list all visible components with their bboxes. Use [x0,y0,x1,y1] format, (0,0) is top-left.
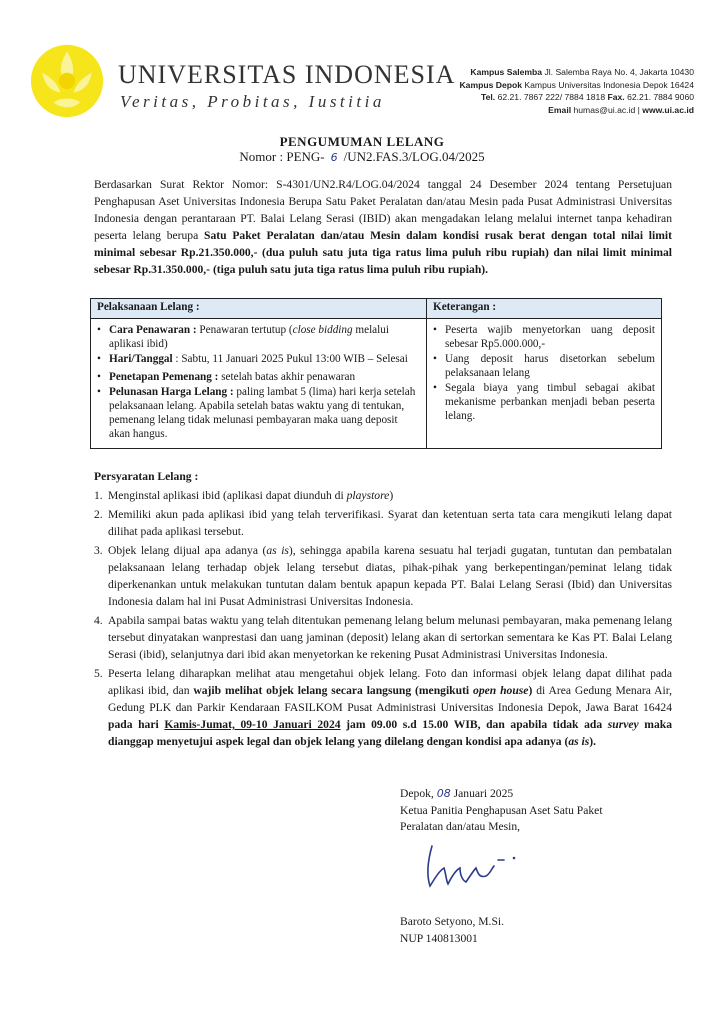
makara-logo-icon [26,40,108,122]
table-header-right: Keterangan : [427,299,662,319]
list-item: • Segala biaya yang timbul sebagai akibat mekanisme perbankan menjadi beban peserta lelang. [433,381,655,423]
announcement-title: PENGUMUMAN LELANG [279,134,445,149]
list-item: 5. Peserta lelang diharapkan melihat atau mengetahui objek lelang. Foto dan informasi objek lelang dapat dilihat pada aplikasi ibid, dan wajib melihat objek lelang secara langsung (mengikuti open house) di Area Gedung Menara Air, Gedung PLK dan Parkir Kendaraan FASILKOM Pusat Administrasi Universitas Indonesia Depok, Jawa Barat 16424 pada hari Kamis-Jumat, 09-10 Januari 2024 jam 09.00 s.d 15.00 WIB, dan apabila tidak ada survey maka dianggap menyetujui aspek legal dan objek lelang yang dilelang dengan kondisi apa adanya (as is). [94,667,672,748]
list-item: • Uang deposit harus disetorkan sebelum pelaksanaan lelang [433,352,655,380]
list-item: 3. Objek lelang dijual apa adanya (as is), sehingga apabila karena sesuatu hal terjadi gugatan, tuntutan dan pembatalan pelaksanaan lelang terhadap objek lelang tersebut diatas, pihak-pihak yang berkepentingan/peminat lelang tidak diperkenankan untuk melakukan tuntutan dalam bentuk apapun kepada PT. Balai Lelang Serasi (Ibid) dan Universitas Indonesia dalam hal ini Pusat Administrasi Universitas Indonesia. [94,544,672,608]
list-item: • Cara Penawaran : Penawaran tertutup (close bidding melalui aplikasi ibid) [97,323,420,351]
announcement-number: Nomor : PENG- 6 /UN2.FAS.3/LOG.04/2025 [239,149,485,164]
list-item: 2. Memiliki akun pada aplikasi ibid yang telah terverifikasi. Syarat dan ketentuan serta tata cara mengikuti lelang dapat dilihat pada aplikasi tersebut. [94,508,672,538]
list-item: • Penetapan Pemenang : setelah batas akhir penawaran [97,370,420,384]
website-link[interactable]: www.ui.ac.id [642,104,694,115]
signature-block [400,786,603,836]
handwritten-number: 6 [330,151,338,164]
list-item: • Peserta wajib menyetorkan uang deposit sebesar Rp5.000.000,- [433,323,655,351]
list-item: • Hari/Tanggal : Sabtu, 11 Januari 2025 Pukul 13:00 WIB – Selesai [97,352,420,366]
campus-salemba: Kampus Salemba Jl. Salemba Raya No. 4, Jakarta 10430 [470,67,694,77]
signer-name: Baroto Setyono, M.Si. [400,915,505,928]
table-cell-left [91,319,427,449]
university-motto: Veritas, Probitas, Iustitia [120,92,385,111]
auction-info-table [90,298,662,449]
signer-block [400,914,504,947]
contact-block [394,66,694,116]
sign-date: Depok, 08 Januari 2025 [400,787,514,800]
list-item: 4. Apabila sampai batas waktu yang telah ditentukan pemenang lelang belum melunasi pembayaran, maka pemenang lelang tersebut dinyatakan wanprestasi dan uang jaminan (deposit) lelang akan di sertorkan sementara ke Kas PT. Balai Lelang Serasi (ibid), selanjutnya dari ibid akan menyetorkan ke rekening Pusat Administrasi Universitas Indonesia. [94,614,672,661]
email-web: Email humas@ui.ac.id | www.ui.ac.id [548,104,694,115]
handwritten-day: 08 [436,787,451,800]
handwritten-signature [418,840,528,900]
list-item: 1. Menginstal aplikasi ibid (aplikasi dapat diunduh di playstore) [94,489,394,502]
list-item: • Pelunasan Harga Lelang : paling lambat 5 (lima) hari kerja setelah pelaksanaan lelang. Apabila setelah batas waktu yang di tentukan, pemenang lelang tidak melunasi pembayaran maka uang deposit akan hangus. [97,385,420,441]
phone-fax: Tel. 62.21. 7867 222/ 7884 1818 Fax. 62.21. 7884 9060 [481,92,694,103]
table-cell-right [427,319,662,449]
signer-nup: NUP 140813001 [400,931,478,945]
requirements-list [94,487,672,752]
sign-position-1: Ketua Panitia Penghapusan Aset Satu Paket [400,803,603,817]
table-header-left: Pelaksanaan Lelang : [91,299,427,319]
requirements-heading: Persyaratan Lelang : [94,470,199,483]
campus-depok: Kampus Depok Kampus Universitas Indonesia Depok 16424 [459,79,694,90]
university-name: UNIVERSITAS INDONESIA [118,60,456,89]
sign-position-2: Peralatan dan/atau Mesin, [400,820,521,833]
intro-paragraph: Berdasarkan Surat Rektor Nomor: S-4301/UN2.R4/LOG.04/2024 tanggal 24 Desember 2024 tentang Persetujuan Penghapusan Aset Universitas Indonesia Berupa Satu Paket Peralatan dan/atau Mesin pada Pusat Administrasi Universitas Indonesia dengan perantaraan PT. Balai Lelang Serasi (IBID) akan mengadakan lelang melalui internet tanpa kehadiran peserta lelang berupa Satu Paket Peralatan dan/atau Mesin dalam kondisi rusak berat dengan total nilai limit minimal sebesar Rp.21.350.000,- (dua puluh satu juta tiga ratus lima puluh ribu rupiah) dan nilai limit minimal sebesar Rp.31.350.000,- (tiga puluh satu juta tiga ratus lima puluh ribu rupiah). [94,178,672,276]
